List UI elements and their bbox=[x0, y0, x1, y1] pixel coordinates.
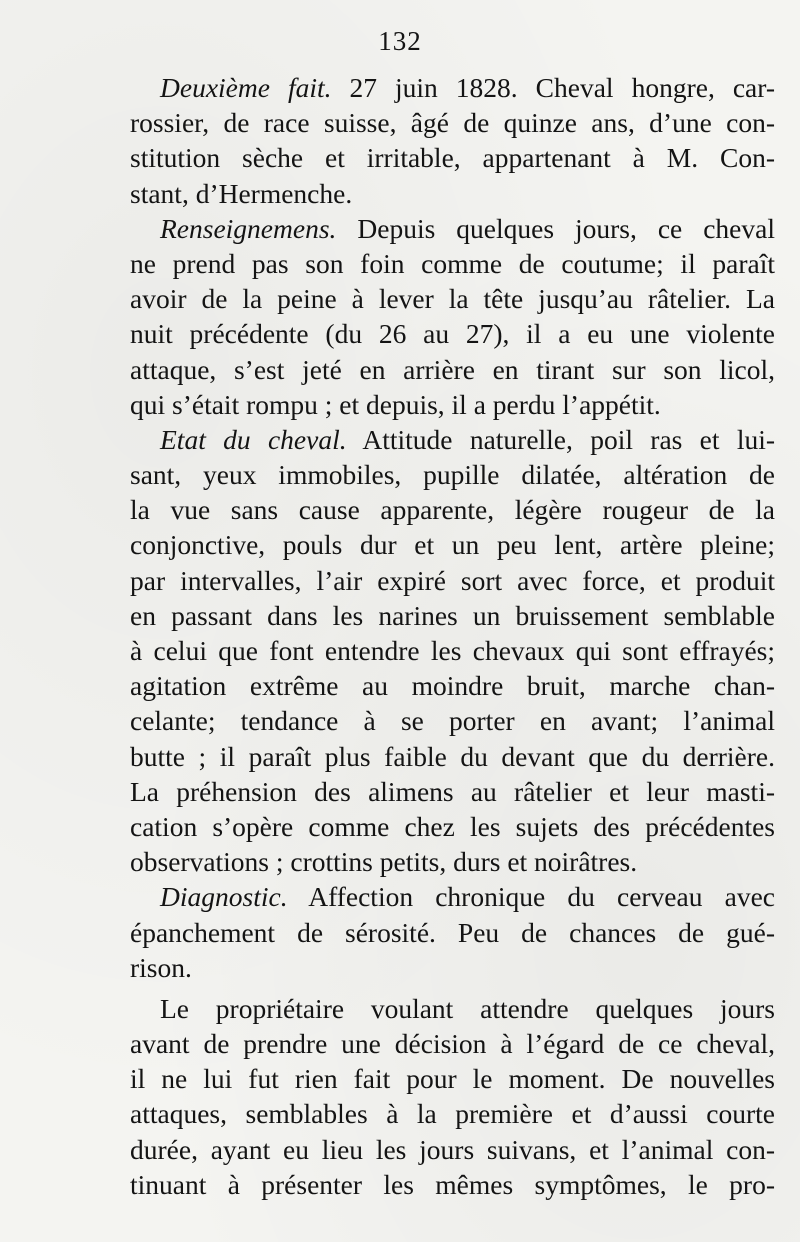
text-line: butte ; il paraît plus faible du devant que du derrière. bbox=[130, 740, 775, 772]
text-line: Le propriétaire voulant attendre quelques jours bbox=[160, 992, 775, 1024]
text-line: stitution sèche et irritable, appartenant à M. Con- bbox=[130, 142, 775, 174]
text-line: attaque, s’est jeté en arrière en tirant sur son licol, bbox=[130, 353, 775, 385]
text-line: La préhension des alimens au râtelier et leur masti- bbox=[130, 775, 775, 807]
paragraph-heading: Deuxième fait. bbox=[160, 72, 332, 103]
text-line: qui s’était rompu ; et depuis, il a perdu l’appétit. bbox=[130, 388, 661, 420]
text-line: agitation extrême au moindre bruit, marche chan- bbox=[130, 670, 775, 702]
text-line: rossier, de race suisse, âgé de quinze ans, d’une con- bbox=[130, 107, 775, 139]
text-line: attaques, semblables à la première et d’aussi courte bbox=[130, 1098, 775, 1130]
text-line: conjonctive, pouls dur et un peu lent, artère pleine; bbox=[130, 529, 775, 561]
page-body bbox=[130, 70, 775, 1202]
paragraph-heading: Diagnostic. bbox=[160, 881, 288, 913]
line-text: 27 juin 1828. Cheval hongre, car- bbox=[331, 72, 776, 103]
text-line bbox=[130, 70, 775, 105]
line-text: Affection chronique du cerveau avec bbox=[287, 881, 775, 913]
text-line: la vue sans cause apparente, légère rougeur de la bbox=[130, 494, 775, 526]
text-line: cation s’opère comme chez les sujets des précédentes bbox=[130, 810, 775, 842]
text-line bbox=[130, 211, 775, 246]
text-line: il ne lui fut rien fait pour le moment. De nouvelles bbox=[130, 1063, 775, 1095]
text-line: stant, d’Hermenche. bbox=[130, 177, 353, 209]
line-text: Attitude naturelle, poil ras et lui- bbox=[346, 423, 776, 455]
text-line: tinuant à présenter les mêmes symptômes, le pro- bbox=[130, 1168, 775, 1200]
text-line: épanchement de sérosité. Peu de chances de gué- bbox=[130, 916, 775, 948]
text-line: rison. bbox=[130, 951, 192, 983]
text-line: nuit précédente (du 26 au 27), il a eu une violente bbox=[130, 318, 775, 350]
paragraph-heading: Renseignemens. bbox=[160, 212, 337, 244]
text-line: durée, ayant eu lieu les jours suivans, et l’animal con- bbox=[130, 1133, 775, 1165]
text-line: sant, yeux immobiles, pupille dilatée, altération de bbox=[130, 459, 775, 491]
text-line bbox=[130, 422, 775, 457]
text-line: en passant dans les narines un bruissement semblable bbox=[130, 599, 775, 631]
paragraph-heading: Etat du cheval. bbox=[160, 423, 347, 455]
text-line: ne prend pas son foin comme de coutume; il paraît bbox=[130, 247, 775, 279]
text-line: avoir de la peine à lever la tête jusqu’au râtelier. La bbox=[130, 283, 775, 315]
text-line: celante; tendance à se porter en avant; l’animal bbox=[130, 705, 775, 737]
text-line: par intervalles, l’air expiré sort avec force, et produit bbox=[130, 564, 775, 596]
text-line bbox=[130, 879, 775, 914]
text-line: observations ; crottins petits, durs et noirâtres. bbox=[130, 846, 638, 878]
page-number: 132 bbox=[378, 26, 422, 56]
text-line: avant de prendre une décision à l’égard de ce cheval, bbox=[130, 1028, 775, 1060]
line-text: Depuis quelques jours, ce cheval bbox=[336, 212, 775, 244]
text-line: à celui que font entendre les chevaux qui sont effrayés; bbox=[130, 635, 775, 666]
